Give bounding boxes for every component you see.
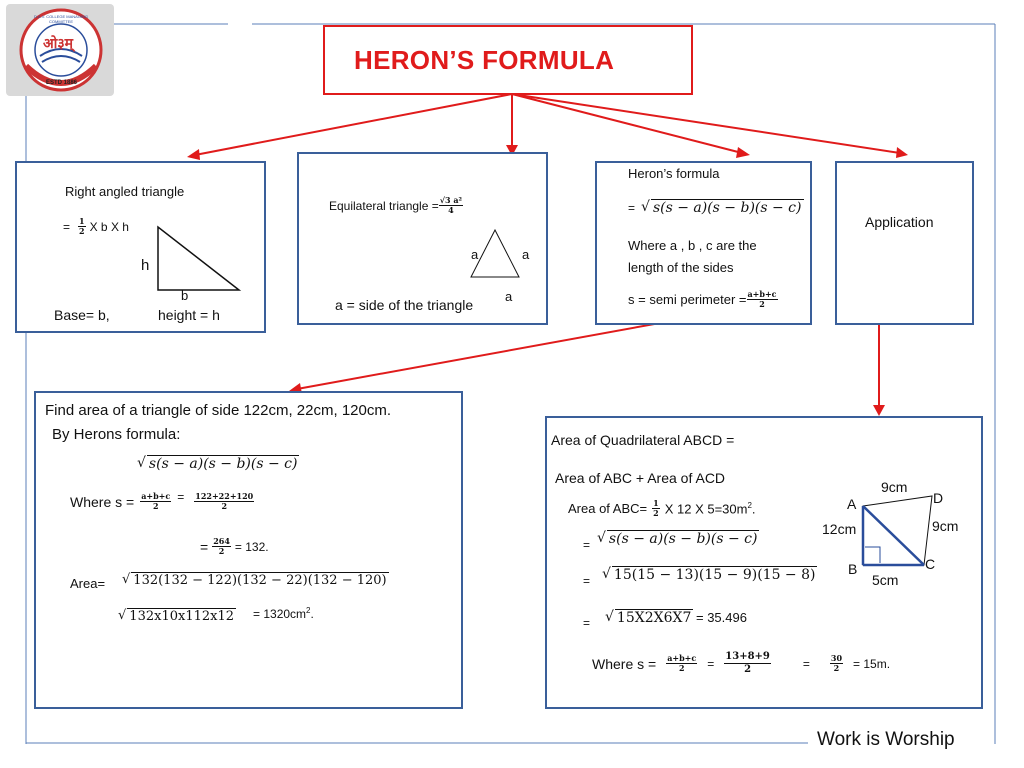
semi-perimeter (628, 290, 778, 309)
formula-suffix: X b X h (89, 219, 129, 234)
equilateral-caption: a = side of the triangle (335, 297, 474, 313)
footer-motto: Work is Worship (817, 729, 955, 750)
ex1-val-den: 2 (218, 546, 225, 556)
ex2-sqrt-expr: s(s − a)(s − b)(s − c) (608, 531, 758, 547)
semi-den: 2 (759, 299, 765, 309)
side-dc: 9cm (932, 518, 959, 534)
semi-fraction (747, 290, 778, 309)
ex1-eq2: = (200, 538, 209, 555)
example2-box (545, 416, 983, 709)
ex1-area-expr2: 132x10x112x12 (129, 609, 235, 624)
abc-num: 1 (653, 498, 659, 508)
ex1-eq1: = (177, 489, 185, 504)
ex1-s-den: 2 (152, 501, 159, 511)
example1-s-value (200, 537, 269, 556)
eq-a: = (583, 538, 591, 552)
ex1-result-tail: . (310, 607, 314, 621)
example2-line2: Area of ABC + Area of ACD (555, 470, 726, 486)
application-box (835, 161, 974, 325)
ex1-s-frac (140, 492, 171, 511)
formula-equals: = (63, 219, 71, 234)
ex1-result-sup: 2 (306, 606, 311, 615)
abc-sup: 2 (747, 500, 752, 510)
vertex-c: C (925, 556, 936, 572)
side-bc: 5cm (872, 572, 899, 588)
semi-text: s = semi perimeter = (628, 292, 747, 307)
ex2-sqrt-sub: √ 15(15 − 13)(15 − 9)(15 − 8) (602, 566, 816, 583)
example1-area-sqrt: √ 132(132 − 122)(132 − 22)(132 − 120) (122, 572, 387, 588)
abc-label: Area of ABC= (568, 501, 648, 516)
abc-den: 2 (653, 508, 659, 518)
ex1-s-num: a+b+c (141, 491, 171, 501)
ex1-sub-num: 122+22+120 (195, 491, 254, 501)
eq-b: = (583, 574, 591, 588)
ex1-val-num: 264 (213, 536, 230, 546)
ex1-s-result: = 132. (234, 539, 269, 554)
ex2-s-result: = 15m. (853, 656, 891, 671)
ex1-result-base: = 1320cm (253, 607, 307, 621)
height-text: height = h (158, 307, 220, 323)
example1-heron-sqrt: √ s(s − a)(s − b)(s − c) (137, 455, 298, 472)
heron-sqrt: √ s(s − a)(s − b)(s − c) (641, 199, 802, 216)
ex1-area-expr: 132(132 − 122)(132 − 22)(132 − 120) (133, 573, 387, 588)
eq-frac-den: 4 (448, 205, 454, 215)
label-h: h (141, 257, 150, 274)
heron-where-line2: length of the sides (628, 260, 734, 275)
ex1-val-frac (212, 537, 231, 556)
ex2-eq1: = (707, 656, 715, 671)
ex2-sqrt-simpl: √ 15X2X6X7 (605, 609, 692, 626)
logo (6, 4, 114, 96)
quadrilateral-shape (547, 418, 983, 708)
ex2-where-label: Where s = (592, 655, 657, 672)
eq-c: = (583, 616, 591, 630)
example1-area-simplified: √ 132x10x112x12 (118, 608, 235, 624)
ex2-s-den: 2 (678, 663, 685, 673)
abc-rest-text: X 12 X 5=30m (664, 501, 748, 517)
ex1-sqrt-expr: s(s − a)(s − b)(s − c) (148, 456, 298, 472)
example2-line1: Area of Quadrilateral ABCD = (551, 432, 735, 448)
example1-line1: Find area of a triangle of side 122cm, 22cm, 120cm. (45, 402, 392, 419)
example1-box (34, 391, 463, 709)
ex2-s-num: a+b+c (667, 653, 697, 663)
heron-formula (628, 199, 804, 216)
logo-ring-text: D.A.V. COLLEGE MANAGING COMMITTEE (33, 14, 89, 24)
ex2-result: = 35.496 (696, 610, 747, 625)
title-box (323, 25, 693, 95)
vertex-d: D (933, 490, 944, 506)
right-angled-heading: Right angled triangle (65, 184, 185, 199)
right-angled-box (15, 161, 266, 333)
example1-line2: By Herons formula: (52, 426, 181, 443)
heron-heading: Heron’s formula (628, 166, 720, 181)
ex2-sub-num: 13+8+9 (725, 651, 770, 662)
side-ad: 9cm (881, 479, 908, 495)
example1-where-s (70, 489, 254, 511)
logo-symbol: ओ३म् (43, 36, 73, 52)
vertex-a: A (847, 496, 857, 512)
side-right-label: a (522, 247, 530, 262)
ex2-sqrt-simpl-expr: 15X2X6X7 (616, 610, 692, 626)
frac-num: 1 (79, 216, 85, 226)
ex2-val-num: 30 (830, 653, 843, 663)
eq-frac-num: √3 a² (439, 195, 463, 205)
heron-sqrt-expr: s(s − a)(s − b)(s − c) (652, 200, 802, 216)
logo-estd: ESTD 1886 (46, 80, 78, 86)
page-title: HERON’S FORMULA (354, 45, 615, 75)
side-left-label: a (471, 247, 479, 262)
ex2-val-den: 2 (833, 663, 840, 673)
application-label: Application (865, 214, 934, 230)
vertex-b: B (848, 561, 858, 577)
ex1-sub-frac (194, 492, 254, 511)
side-bottom-label: a (505, 289, 513, 304)
label-b: b (181, 288, 189, 303)
ex1-where-label: Where s = (70, 493, 135, 510)
semi-num: a+b+c (747, 289, 777, 299)
heron-formula-box (595, 161, 812, 325)
ex2-sub-den: 2 (744, 664, 752, 675)
ex2-eq2: = (802, 656, 810, 671)
side-ab: 12cm (822, 521, 857, 537)
heron-where-line1: Where a , b , c are the (628, 238, 757, 253)
example1-area-label: Area= (70, 576, 106, 591)
heron-equals: = (628, 200, 636, 215)
equilateral-box (297, 152, 548, 325)
ex1-sub-den: 2 (221, 501, 228, 511)
abc-tail: . (751, 501, 756, 517)
example1-area-result (253, 606, 314, 621)
base-text: Base= b, (54, 307, 110, 323)
ex2-sqrt: √ s(s − a)(s − b)(s − c) (597, 530, 758, 547)
equilateral-heading: Equilateral triangle = (329, 198, 439, 213)
frac-den: 2 (79, 226, 85, 236)
ex2-sqrt-sub-expr: 15(15 − 13)(15 − 9)(15 − 8) (613, 567, 816, 583)
